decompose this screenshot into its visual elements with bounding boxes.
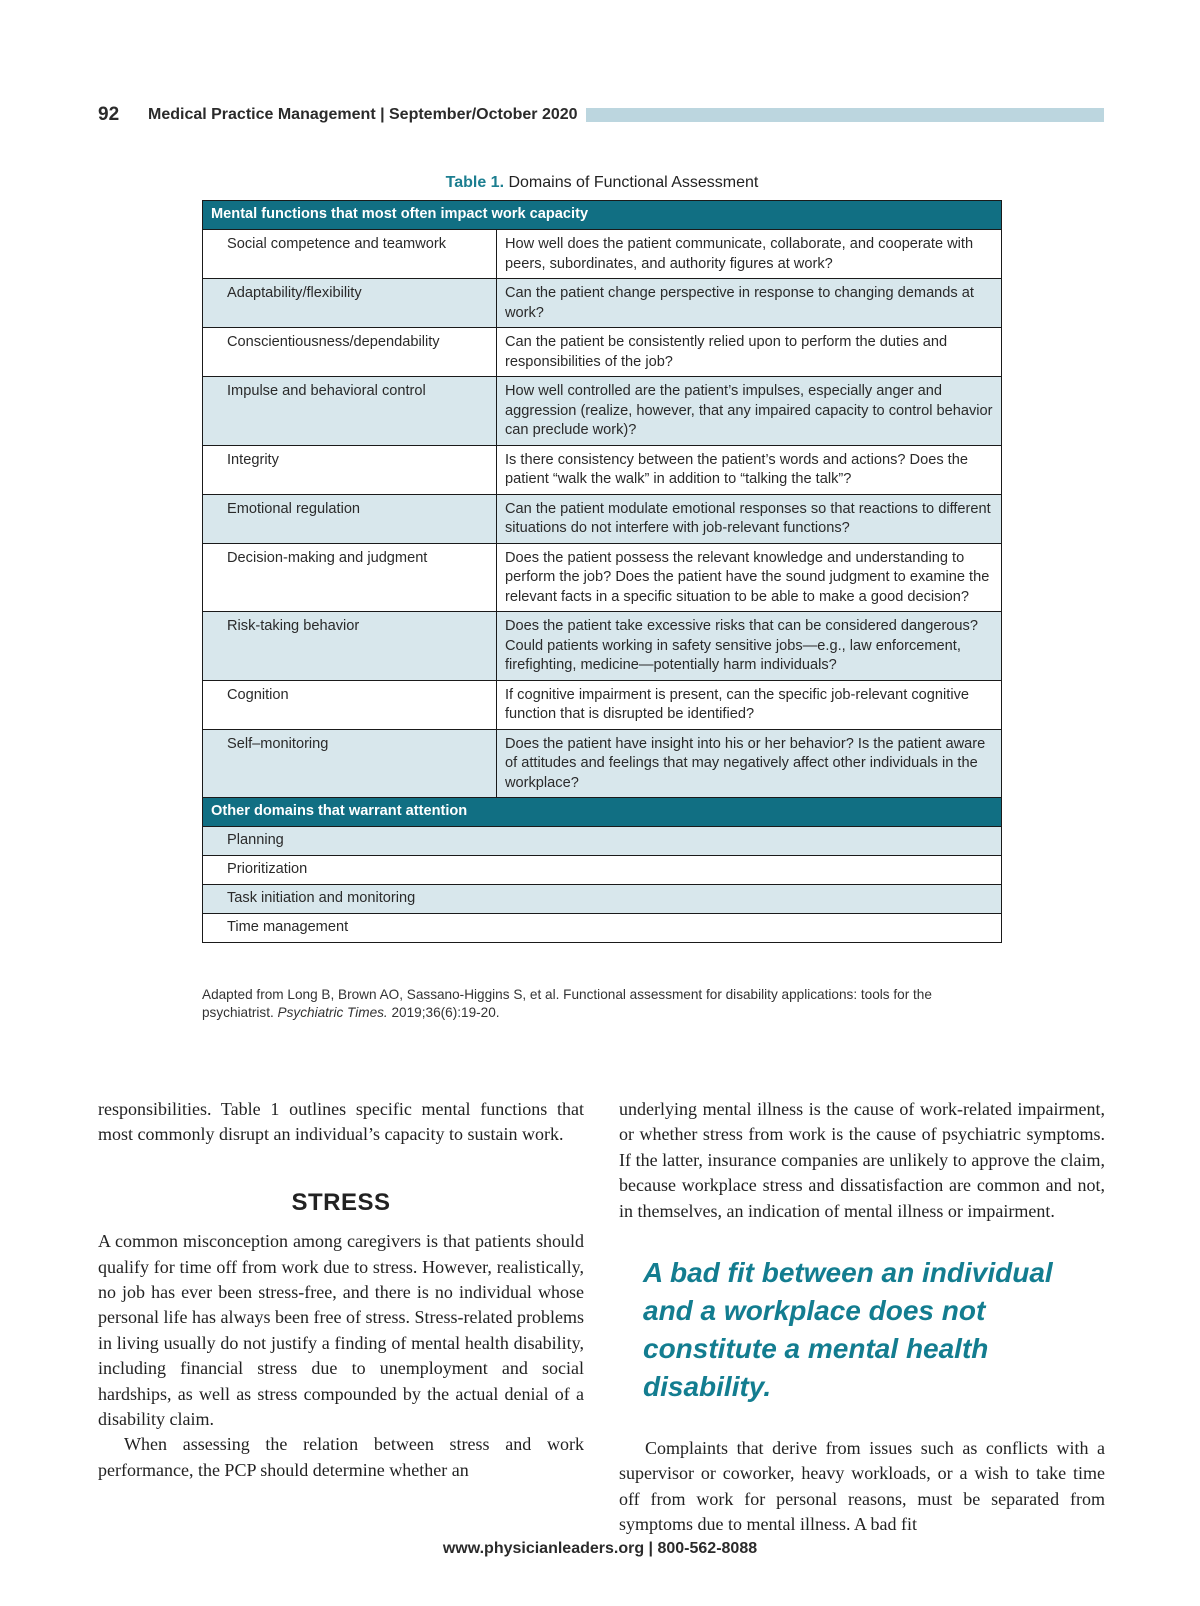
section-title: Mental functions that most often impact work capacity xyxy=(203,201,1002,230)
table-label: Table 1. xyxy=(445,174,505,191)
table-row xyxy=(203,827,1002,856)
page-footer: www.physicianleaders.org | 800-562-8088 xyxy=(442,1540,758,1557)
domains-table xyxy=(202,200,1002,943)
domain-name-cell: Impulse and behavioral control xyxy=(203,377,497,446)
source-citation: 2019;36(6):19-20. xyxy=(391,1005,500,1020)
domain-description-cell: Can the patient modulate emotional responses so that reactions to different situations do not interfere with job-relevant functions? xyxy=(497,494,1002,543)
page-number: 92 xyxy=(98,104,120,125)
domain-description-cell: How well does the patient communicate, collaborate, and cooperate with peers, subordinates, and authority figures at work? xyxy=(497,230,1002,279)
page-header xyxy=(98,100,1104,130)
domain-name-cell: Emotional regulation xyxy=(203,494,497,543)
section-title: Other domains that warrant attention xyxy=(203,798,1002,827)
header-rule xyxy=(586,108,1104,122)
table-row xyxy=(203,729,1002,798)
other-domain-cell: Planning xyxy=(203,827,1002,856)
section-heading-stress: STRESS xyxy=(291,1188,391,1216)
domain-description-cell: Is there consistency between the patient’s words and actions? Does the patient “walk the walk” in addition to “talking the talk”? xyxy=(497,445,1002,494)
table-row xyxy=(203,445,1002,494)
other-domain-cell: Task initiation and monitoring xyxy=(203,885,1002,914)
domain-description-cell: Can the patient change perspective in response to changing demands at work? xyxy=(497,279,1002,328)
paragraph: underlying mental illness is the cause of work-related impairment, or whether stress from work is the cause of psychiatric symptoms. If the latter, insurance companies are unlikely to approve the claim, because workplace stress and dissatisfaction are common and not, in themselves, an indication of mental illness or impairment. xyxy=(619,1099,1105,1221)
paragraph: responsibilities. Table 1 outlines specific mental functions that most commonly disrupt an individual’s capacity to sustain work. xyxy=(98,1099,584,1145)
other-domain-cell: Time management xyxy=(203,914,1002,943)
table-caption xyxy=(202,174,1002,192)
table-row xyxy=(203,914,1002,943)
domain-name-cell: Cognition xyxy=(203,680,497,729)
source-text: Adapted from Long B, Brown AO, Sassano-Higgins S, et al. Functional assessment for disability applications: tools for the psychiatrist. xyxy=(202,987,932,1020)
pull-quote: A bad fit between an individual and a workplace does not constitute a mental health disability. xyxy=(643,1257,1053,1403)
domain-description-cell: Does the patient possess the relevant knowledge and understanding to perform the job? Does the patient have the sound judgment to examine the relevant facts in a specific situation to be able to make a good decision? xyxy=(497,543,1002,612)
domain-description-cell: Does the patient have insight into his or her behavior? Is the patient aware of attitudes and feelings that may negatively affect other individuals in the workplace? xyxy=(497,729,1002,798)
other-domain-cell: Prioritization xyxy=(203,856,1002,885)
table-row xyxy=(203,885,1002,914)
domain-name-cell: Social competence and teamwork xyxy=(203,230,497,279)
table-source-note xyxy=(202,986,992,1022)
source-journal: Psychiatric Times. xyxy=(277,1005,388,1020)
table-row xyxy=(203,494,1002,543)
table-row xyxy=(203,279,1002,328)
table-row xyxy=(203,680,1002,729)
domain-name-cell: Decision-making and judgment xyxy=(203,543,497,612)
domain-description-cell: Does the patient take excessive risks that can be considered dangerous? Could patients working in safety sensitive jobs—e.g., law enforcement, firefighting, medicine—potentially harm individuals? xyxy=(497,612,1002,681)
table-row xyxy=(203,328,1002,377)
table-title: Domains of Functional Assessment xyxy=(508,174,759,191)
domain-description-cell: Can the patient be consistently relied upon to perform the duties and responsibilities of the job? xyxy=(497,328,1002,377)
domain-description-cell: If cognitive impairment is present, can the specific job-relevant cognitive function that is disrupted be identified? xyxy=(497,680,1002,729)
table-section-header xyxy=(203,201,1002,230)
domain-name-cell: Conscientiousness/dependability xyxy=(203,328,497,377)
table-row xyxy=(203,230,1002,279)
paragraph: Complaints that derive from issues such as conflicts with a supervisor or coworker, heavy workloads, or a wish to take time off from work for personal reasons, must be separated from symptoms due to mental illness. A bad fit xyxy=(619,1438,1105,1535)
table-row xyxy=(203,377,1002,446)
table-row xyxy=(203,543,1002,612)
domain-description-cell: How well controlled are the patient’s impulses, especially anger and aggression (realize, however, that any impaired capacity to control behavior can preclude work)? xyxy=(497,377,1002,446)
paragraph: When assessing the relation between stress and work performance, the PCP should determine whether an xyxy=(98,1434,584,1480)
domain-name-cell: Adaptability/flexibility xyxy=(203,279,497,328)
domain-name-cell: Risk-taking behavior xyxy=(203,612,497,681)
domain-name-cell: Integrity xyxy=(203,445,497,494)
left-column xyxy=(98,1097,584,1483)
domain-name-cell: Self–monitoring xyxy=(203,729,497,798)
table-row xyxy=(203,856,1002,885)
table-row xyxy=(203,612,1002,681)
table-section-header xyxy=(203,798,1002,827)
right-column xyxy=(619,1097,1105,1538)
journal-title: Medical Practice Management | September/October 2020 xyxy=(148,106,578,123)
paragraph: A common misconception among caregivers is that patients should qualify for time off from work due to stress. However, realistically, no job has ever been stress-free, and there is no individual whose personal life has always been free of stress. Stress-related problems in living usually do not justify a finding of mental health disability, including financial stress due to unemployment and social hardships, as well as stress compounded by the actual denial of a disability claim. xyxy=(98,1231,584,1430)
